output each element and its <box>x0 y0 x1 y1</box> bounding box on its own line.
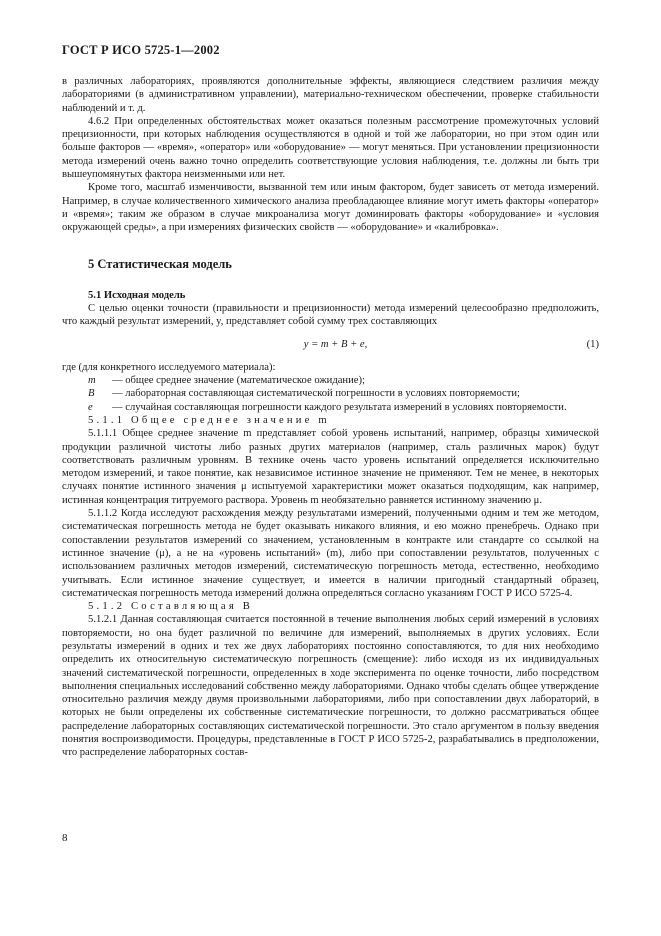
heading-5-1-1: 5.1.1 Общее среднее значение m <box>88 414 330 426</box>
legend-text: — случайная составляющая погрешности каждого результата измерений в условиях повторяемости. <box>112 401 567 413</box>
legend-symbol: e <box>88 401 93 413</box>
page-header: ГОСТ Р ИСО 5725-1—2002 <box>62 43 220 57</box>
paragraph-5-1-1-2: 5.1.1.2 Когда исследуют расхождения между результатами измерений, полученными одним и тем же методом, систематическая погрешность метода не будет оказывать никакого влияния, и ею можно пренебречь. Однако при сопоставлении результатов измерений со значением, установленным в контракте или стандарте со ссылкой на истинное значение (μ), а не на «уровень испытаний» (m), либо при сопоставлении результатов, полученных с использованием различных методов измерений, систематическую погрешность метода, естественно, необходимо учитывать. Если истинное значение существует, и имеется в наличии пригодный стандартный образец, систематическая погрешность метода измерений должна определяться согласно указаниям ГОСТ Р ИСО 5725-4. <box>62 508 599 599</box>
legend-text: — лабораторная составляющая систематической погрешности в условиях повторяемости; <box>112 388 520 400</box>
subsection-title: 5.1 Исходная модель <box>88 289 186 301</box>
document-body <box>62 75 599 760</box>
paragraph-5-1-2-1: 5.1.2.1 Данная составляющая считается постоянной в течение выполнения любых серий измерений в условиях повторяемости, но она будет различной по величине для измерений, выполняемых в других условиях. Если результаты измерений в одних и тех же двух лабораториях постоянно сопоставляются, то для них необходимо определить их относительную систематическую погрешность (смещение): либо исходя из их индивидуальных значений систематической погрешности, определенных в ходе эксперимента по оценке точности, либо посредством выполнения специальных исследований собственно между лабораториями. Однако чтобы сделать общее утверждение относительно различия между двумя произвольными лабораториями, либо при сопоставлении двух лабораторий, в которых не были определены их собственные систематические погрешности, то должно рассматриваться общее распределение лабораторных составляющих систематической погрешности. Это стало аргументом в пользу введения понятия воспроизводимости. Процедуры, представленные в ГОСТ Р ИСО 5725-2, разрабатывались в предположении, что распределение лабораторных состав- <box>62 614 599 759</box>
section-title: 5 Статистическая модель <box>88 256 232 271</box>
heading-5-1-2: 5.1.2 Составляющая B <box>88 601 254 613</box>
paragraph-variability: Кроме того, масштаб изменчивости, вызванной тем или иным фактором, будет зависеть от метода измерений. Например, в случае количественного химического анализа преобладающее влияние могут иметь факторы «оператор» и «время»; таким же образом в случае микроанализа могут доминировать факторы «оборудование» и «условия окружающей среды», а при измерениях физических свойств — «оборудование» и «калибровка». <box>62 182 599 234</box>
legend-item <box>62 387 599 400</box>
legend-symbol: m <box>88 375 96 387</box>
paragraph-continuation: в различных лабораториях, проявляются дополнительные эффекты, являющиеся следствием различия между лабораториями (в административном управлении), материально-техническом обеспечении, проверке стабильности наблюдений и т. д. <box>62 76 599 114</box>
legend-symbol: B <box>88 388 95 400</box>
legend-text: — общее среднее значение (математическое ожидание); <box>112 375 365 387</box>
legend-item <box>62 374 599 387</box>
where-line: где (для конкретного исследуемого материала): <box>62 361 276 373</box>
legend-item <box>62 401 599 414</box>
formula-text: y = m + B + e, <box>303 339 368 351</box>
paragraph-5-1-1-1: 5.1.1.1 Общее среднее значение m представляет собой уровень испытаний, например, образцы химической продукции различной чистоты либо разных других материалов (например, сталь различных марок) будут соответствовать различным уровням. В технике очень часто уровень испытаний определяется исключительно методом измерений, и такое понятие, как независимое истинное значение не применяют. Тем не менее, в некоторых случаях понятие истинного значения μ испытуемой характеристики может оказаться подходящим, как например, истинная концентрация титруемого раствора. Уровень m необязательно равняется истинному значению μ. <box>62 428 599 506</box>
paragraph-4-6-2: 4.6.2 При определенных обстоятельствах может оказаться полезным рассмотрение промежуточных условий прецизионности, при которых наблюдения осуществляются в одной и той же лаборатории, но при этом один или больше факторов — «время», «оператор» или «оборудование» — могут меняться. При установлении прецизионности метода измерений очень важно точно определить соответствующие условия наблюдения, т.е. должны ли быть три вышеупомянутых фактора неизменными или нет. <box>62 115 599 181</box>
paragraph-intro: С целью оценки точности (правильности и прецизионности) метода измерений целесообразно предположить, что каждый результат измерений, y, представляет собой сумму трех составляющих <box>62 303 599 328</box>
formula-1 <box>62 336 599 354</box>
formula-number: (1) <box>586 339 599 351</box>
page-number: 8 <box>62 832 68 844</box>
